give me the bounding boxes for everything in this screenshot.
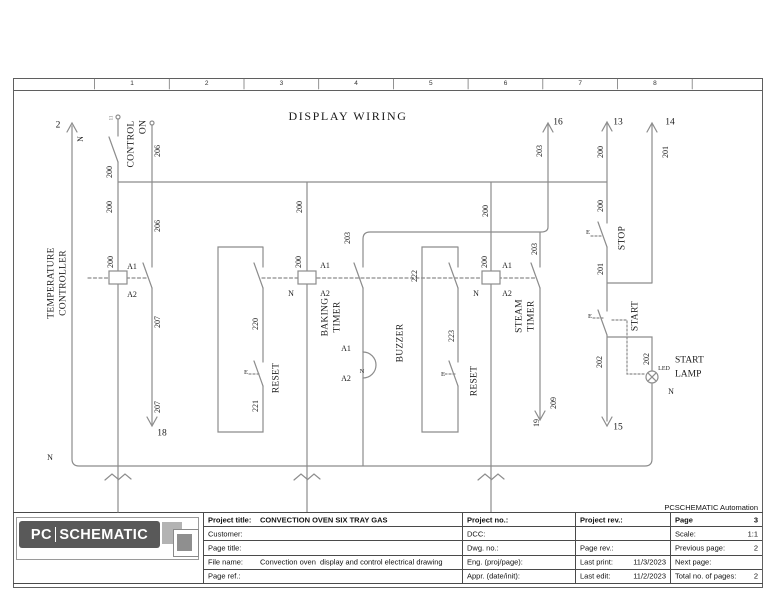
wire-number: 200	[481, 205, 490, 217]
logo-wordmark	[19, 521, 160, 548]
titleblock-value: 11/2/2023	[633, 571, 666, 581]
buzzer-icon	[363, 352, 376, 378]
terminal-circle	[150, 121, 154, 125]
temperature-controller-label: TEMPERATURE	[46, 247, 57, 319]
ruler-number: 5	[428, 79, 433, 87]
wire-number: 200	[596, 146, 605, 158]
titleblock-label: Project rev.:	[580, 515, 623, 525]
wire-number: 203	[530, 243, 539, 255]
wire-ref-16: 16	[553, 117, 563, 128]
titleblock-label: Previous page:	[675, 543, 726, 553]
terminal-a1: A1	[320, 261, 330, 270]
wire-number: 209	[549, 397, 558, 409]
titleblock-label: Dwg. no.:	[467, 543, 499, 553]
titleblock-cell	[462, 555, 575, 569]
wire-number: 200	[106, 256, 115, 268]
terminal-a2: A2	[320, 289, 330, 298]
ruler-number: 8	[653, 79, 657, 87]
terminal-a1: A1	[341, 344, 351, 353]
pushbutton-e: E	[588, 312, 592, 320]
titleblock-cell	[462, 569, 575, 583]
titleblock-label: Project no.:	[467, 515, 509, 525]
titleblock-cell	[575, 512, 670, 526]
led-label: LED	[658, 366, 670, 372]
reference-arrows	[67, 119, 657, 426]
wire-ref-2: 2	[55, 120, 61, 131]
wire-number: 203	[535, 145, 544, 157]
wire-ref-14: 14	[665, 117, 675, 128]
terminal-a2: A2	[341, 374, 351, 383]
buzzer-label: BUZZER	[395, 323, 406, 363]
contact-slashes	[106, 137, 607, 386]
titleblock-cell	[670, 512, 762, 526]
titleblock-label: Eng. (proj/page):	[467, 557, 523, 567]
terminal-n: N	[288, 289, 294, 298]
titleblock-value: 3	[753, 515, 758, 525]
wire-number: 220	[251, 318, 260, 330]
wire-number: 200	[596, 200, 605, 212]
titleblock-value: Convection oven display and control electrical drawing	[260, 557, 443, 567]
titleblock-label: Page ref.:	[208, 571, 241, 581]
steam-timer-coil	[482, 271, 500, 284]
wire-number: 200	[480, 256, 489, 268]
steam-timer-label: STEAM	[514, 299, 525, 333]
wire-number: 207	[153, 401, 162, 413]
wire-number: 207	[153, 316, 162, 328]
titleblock-label: Project title:	[208, 515, 252, 525]
wire-ref-19: 19	[532, 419, 541, 427]
temperature-controller-coil	[109, 271, 127, 284]
logo-divider	[55, 527, 57, 542]
wire-number: 222	[410, 270, 419, 282]
terminal-circle	[116, 115, 120, 119]
titleblock-cell	[575, 526, 670, 540]
baking-timer-coil	[298, 271, 316, 284]
titleblock-label: Next page:	[675, 557, 712, 567]
temperature-controller-label: CONTROLLER	[58, 250, 69, 316]
wire-number: 201	[596, 263, 605, 275]
ruler-number: 2	[204, 79, 209, 87]
terminal-n: N	[668, 387, 674, 396]
titleblock-value: 2	[753, 571, 758, 581]
wire-number: 200	[295, 201, 304, 213]
wire-number: 200	[294, 256, 303, 268]
net-label-n: N	[47, 453, 53, 462]
titleblock-cell	[203, 512, 462, 526]
wire-number: 206	[153, 145, 162, 157]
ruler-number: 7	[578, 79, 582, 87]
titleblock-label: Total no. of pages:	[675, 571, 737, 581]
terminal-a2: A2	[127, 290, 137, 299]
ruler-number: 3	[279, 79, 284, 87]
ruler-number: 6	[503, 79, 508, 87]
wire-number: 201	[661, 146, 670, 158]
titleblock-cell	[575, 569, 670, 583]
pushbutton-e: E	[441, 370, 445, 378]
terminal-n: N	[359, 367, 365, 375]
ruler-number: 4	[354, 79, 358, 87]
baking-timer-label: TIMER	[332, 301, 343, 333]
reset-label: RESET	[469, 365, 480, 397]
steam-timer-label: TIMER	[526, 300, 537, 332]
titleblock-value: CONVECTION OVEN SIX TRAY GAS	[260, 515, 388, 525]
control-on-label: CONTROL	[126, 120, 137, 168]
titleblock-label: Appr. (date/init):	[467, 571, 520, 581]
logo-square-dark	[177, 534, 192, 551]
net-label-n: N	[76, 136, 85, 142]
titleblock-value: 2	[753, 543, 758, 553]
pushbutton-e: E	[586, 228, 590, 236]
titleblock-label: Last edit:	[580, 571, 611, 581]
logo-square-outline	[173, 529, 199, 557]
wire-number: 221	[251, 400, 260, 412]
baking-timer-label: BAKING	[320, 297, 331, 337]
titleblock-label: Last print:	[580, 557, 613, 567]
titleblock-cell	[670, 555, 762, 569]
titleblock-cell	[575, 555, 670, 569]
titleblock-cell	[203, 526, 462, 540]
stop-label: STOP	[617, 225, 628, 251]
drawing-title: DISPLAY WIRING	[288, 109, 408, 123]
vendor-note: PCSCHEMATIC Automation	[664, 503, 758, 512]
start-lamp-label: LAMP	[675, 369, 702, 380]
titleblock-cell	[203, 555, 462, 569]
wire-number: 206	[153, 220, 162, 232]
wire-ref-15: 15	[613, 422, 623, 433]
control-on-label: ON	[138, 119, 149, 135]
titleblock-label: Scale:	[675, 529, 696, 539]
titleblock-cell	[462, 512, 575, 526]
start-label: START	[630, 300, 641, 332]
wire-number: 203	[343, 232, 352, 244]
ruler-number: 1	[130, 79, 134, 87]
terminal-n: N	[473, 289, 479, 298]
titleblock-label: DCC:	[467, 529, 486, 539]
titleblock-label: Page	[675, 515, 693, 525]
titleblock-cell	[203, 540, 462, 554]
pushbutton-e: E	[244, 368, 248, 376]
logo-text-schematic: SCHEMATIC	[59, 526, 149, 543]
terminal-a1: A1	[502, 261, 512, 270]
terminal-a1: A1	[127, 262, 137, 271]
titleblock-cell	[670, 540, 762, 554]
wire-number: 202	[642, 353, 651, 365]
titleblock-value: 1:1	[747, 529, 758, 539]
logo-text-pc: PC	[30, 526, 52, 543]
wire-ref-18: 18	[157, 428, 167, 439]
wire-number: 200	[105, 166, 114, 178]
terminal-a2: A2	[502, 289, 512, 298]
pcschematic-logo	[16, 517, 199, 560]
terminal-11: 11	[109, 115, 115, 121]
reset-label: RESET	[271, 362, 282, 394]
titleblock-label: Page rev.:	[580, 543, 614, 553]
wire-ref-13: 13	[613, 117, 623, 128]
wire-number: 202	[595, 356, 604, 368]
pushbutton-links-dashed	[249, 236, 644, 374]
start-lamp-label: START	[675, 355, 704, 366]
wire-number: 200	[105, 201, 114, 213]
titleblock-label: Page title:	[208, 543, 242, 553]
titleblock-cell	[462, 526, 575, 540]
titleblock-cell	[462, 540, 575, 554]
titleblock-label: File name:	[208, 557, 244, 567]
titleblock-cell	[670, 569, 762, 583]
ruler-ticks	[95, 79, 693, 89]
wire-number: 223	[447, 330, 456, 342]
titleblock-cell	[575, 540, 670, 554]
titleblock-value: 11/3/2023	[633, 557, 666, 567]
titleblock-label: Customer:	[208, 529, 243, 539]
titleblock-cell	[670, 526, 762, 540]
titleblock-cell	[203, 569, 462, 583]
